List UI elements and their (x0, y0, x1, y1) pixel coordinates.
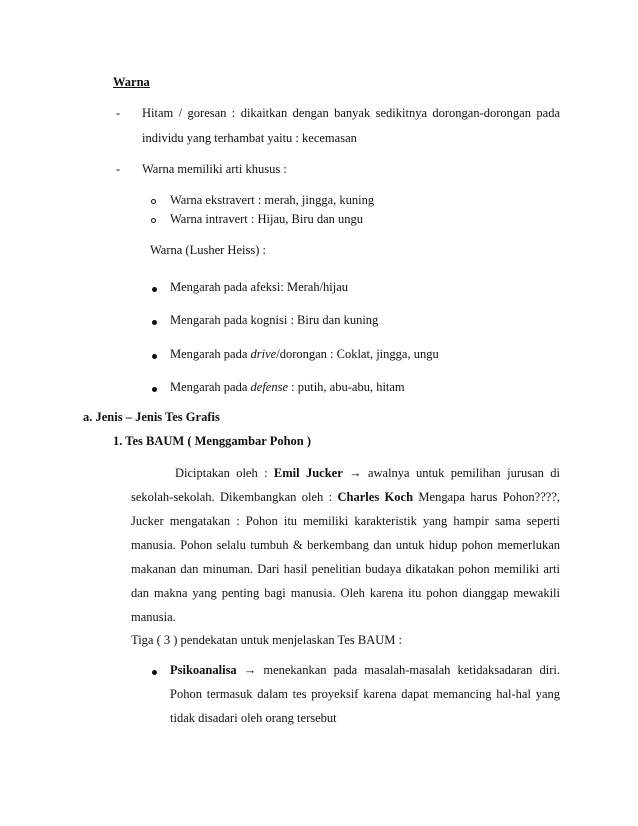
warna-sub-intravert: Warna intravert : Hijau, Biru dan ungu (170, 212, 364, 226)
dash-bullet: - (116, 106, 121, 120)
lusher-item-afeksi: Mengarah pada afeksi: Merah/hijau (170, 280, 349, 294)
drive-term: drive (250, 347, 277, 361)
paragraph-line: sekolah-sekolah. Dikembangkan oleh : Charles Koch Mengapa harus Pohon????, (131, 490, 560, 504)
paragraph-line: manusia. (131, 610, 176, 624)
subheading-tes-baum: 1. Tes BAUM ( Menggambar Pohon ) (113, 434, 312, 448)
warna-item1-line2: individu yang terhambat yaitu : kecemasan (142, 131, 357, 145)
dash-bullet: - (116, 162, 121, 176)
lusher-title: Warna (Lusher Heiss) : (150, 243, 266, 257)
warna-sub-ekstravert: Warna ekstravert : merah, jingga, kuning (170, 193, 375, 207)
name-charles-koch: Charles Koch (337, 490, 414, 504)
warna-item2: Warna memiliki arti khusus : (142, 162, 287, 176)
bullet-icon (152, 354, 157, 359)
section-heading-warna: Warna (113, 75, 150, 89)
bullet-icon (152, 320, 157, 325)
section-heading-jenis: a. Jenis – Jenis Tes Grafis (83, 410, 220, 424)
psikoanalisa-line3: tidak disadari oleh orang tersebut (170, 711, 337, 725)
paragraph-line: Jucker mengatakan : Pohon itu memiliki karakteristik yang hampir sama seperti (131, 514, 560, 528)
bullet-icon (152, 670, 157, 675)
paragraph-line: makanan dan minuman. Dari hasil penelitian budaya dikatakan pohon memiliki arti (131, 562, 560, 576)
paragraph-line: Diciptakan oleh : Emil Jucker → awalnya untuk pemilihan jurusan di (175, 466, 560, 480)
name-emil-jucker: Emil Jucker (273, 466, 343, 480)
term-psikoanalisa: Psikoanalisa (170, 663, 237, 677)
tiga-pendekatan: Tiga ( 3 ) pendekatan untuk menjelaskan Tes BAUM : (131, 633, 402, 647)
psikoanalisa-line2: Pohon termasuk dalam tes proyeksif karena dapat memancing hal-hal yang (170, 687, 560, 701)
bullet-icon (152, 287, 157, 292)
defense-term: defense (250, 380, 289, 394)
lusher-item-drive: Mengarah pada drive/dorongan : Coklat, jingga, ungu (170, 347, 439, 361)
circle-bullet-icon (151, 199, 156, 204)
paragraph-line: manusia. Pohon selalu tumbuh & berkembang dan untuk hidup pohon memerlukan (131, 538, 560, 552)
circle-bullet-icon (151, 218, 156, 223)
warna-item1-line1: Hitam / goresan : dikaitkan dengan banyak sedikitnya dorongan-dorongan pada (142, 106, 560, 120)
bullet-icon (152, 387, 157, 392)
paragraph-line: dan makna yang penting bagi manusia. Oleh karena itu pohon dianggap mewakili (131, 586, 560, 600)
lusher-item-kognisi: Mengarah pada kognisi : Biru dan kuning (170, 313, 379, 327)
psikoanalisa-line1: Psikoanalisa → menekankan pada masalah-masalah ketidaksadaran diri. (170, 663, 560, 677)
lusher-item-defense: Mengarah pada defense : putih, abu-abu, hitam (170, 380, 405, 394)
